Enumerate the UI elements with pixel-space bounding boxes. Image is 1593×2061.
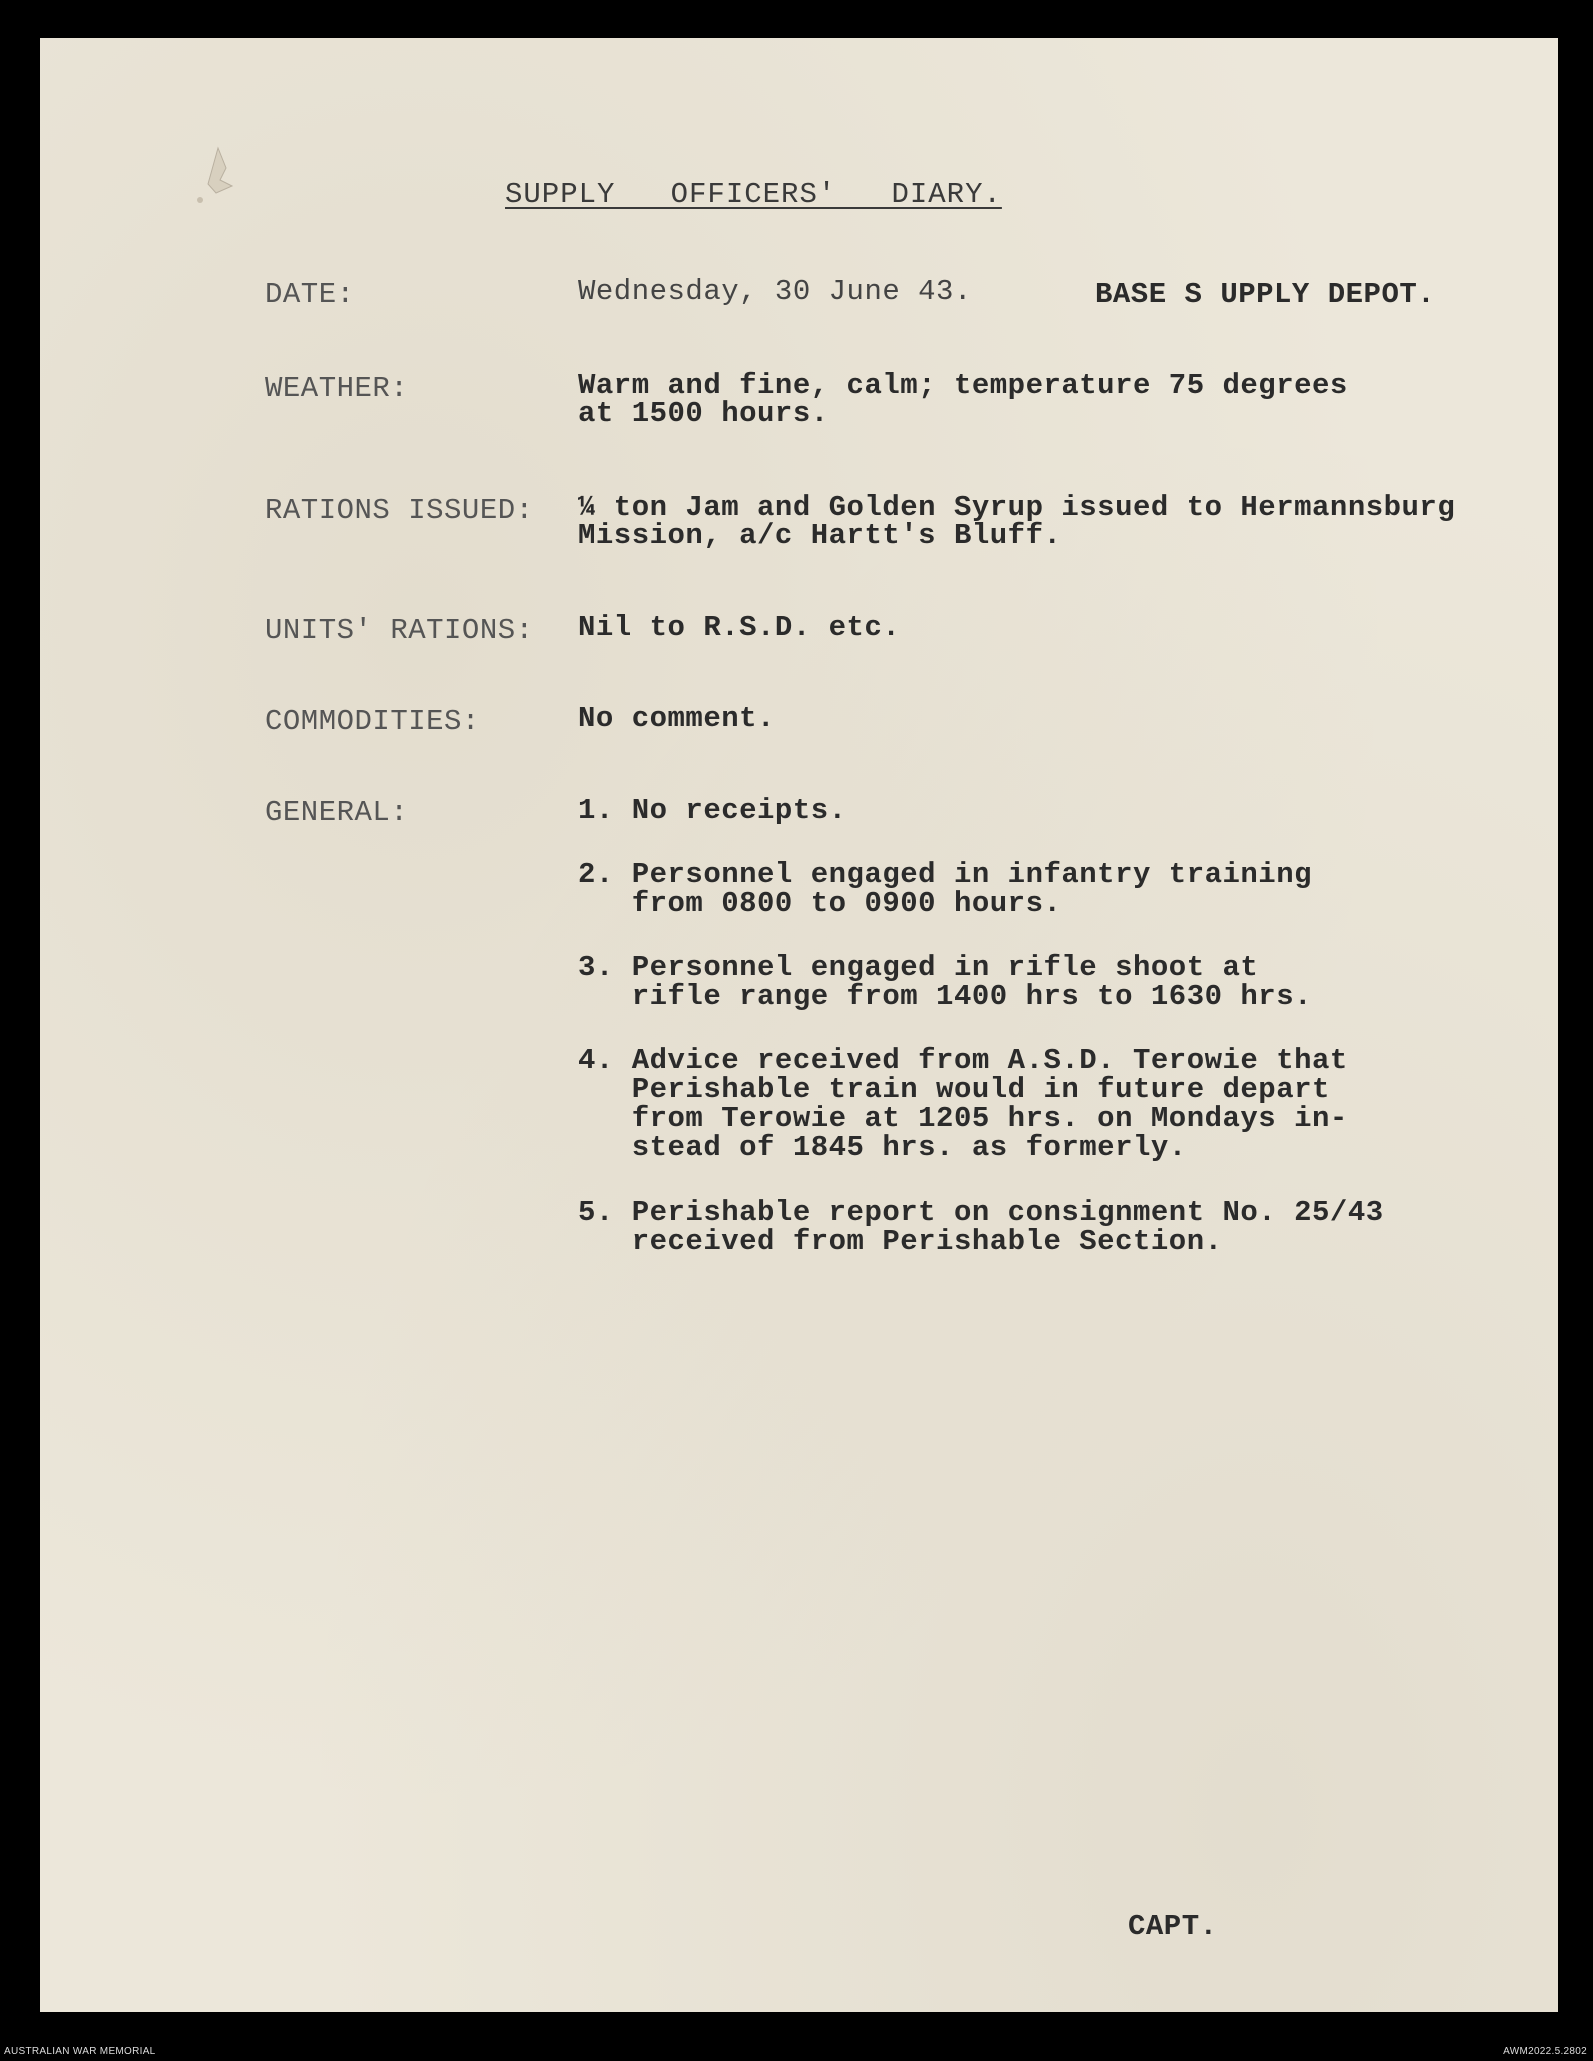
date-label: DATE:: [265, 278, 355, 311]
rations-issued-value: ¼ ton Jam and Golden Syrup issued to Hermannsburg Mission, a/c Hartt's Bluff.: [578, 491, 1456, 552]
general-item-3: 3. Personnel engaged in rifle shoot at rifle range from 1400 hrs to 1630 hrs.: [578, 951, 1313, 1013]
rations-issued-label: RATIONS ISSUED:: [265, 494, 534, 527]
paper-tear-mark: [190, 138, 250, 208]
depot-name: BASE S UPPLY DEPOT.: [1095, 278, 1436, 311]
document-title: SUPPLY OFFICERS' DIARY.: [505, 178, 1002, 211]
general-item-4: 4. Advice received from A.S.D. Terowie that Perishable train would in future depart from Terowie at 1205 hrs. on Mondays in- stead of 1845 hrs. as formerly.: [578, 1044, 1348, 1164]
commodities-label: COMMODITIES:: [265, 705, 480, 738]
general-label: GENERAL:: [265, 796, 409, 829]
weather-value: Warm and fine, calm; temperature 75 degrees at 1500 hours.: [578, 369, 1348, 430]
general-item-5: 5. Perishable report on consignment No. 25/43 received from Perishable Section.: [578, 1196, 1384, 1258]
general-item-1: 1. No receipts.: [578, 794, 847, 827]
units-rations-value: Nil to R.S.D. etc.: [578, 611, 901, 644]
footer-reference-number: AWM2022.5.2802: [1503, 2046, 1587, 2057]
footer-archive-name: AUSTRALIAN WAR MEMORIAL: [4, 2046, 156, 2057]
commodities-value: No comment.: [578, 702, 775, 735]
date-value: Wednesday, 30 June 43.: [578, 275, 972, 308]
weather-label: WEATHER:: [265, 372, 409, 405]
units-rations-label: UNITS' RATIONS:: [265, 614, 534, 647]
document-page: [40, 38, 1558, 2012]
general-item-2: 2. Personnel engaged in infantry training from 0800 to 0900 hours.: [578, 858, 1313, 920]
signature-rank: CAPT.: [1128, 1910, 1218, 1943]
